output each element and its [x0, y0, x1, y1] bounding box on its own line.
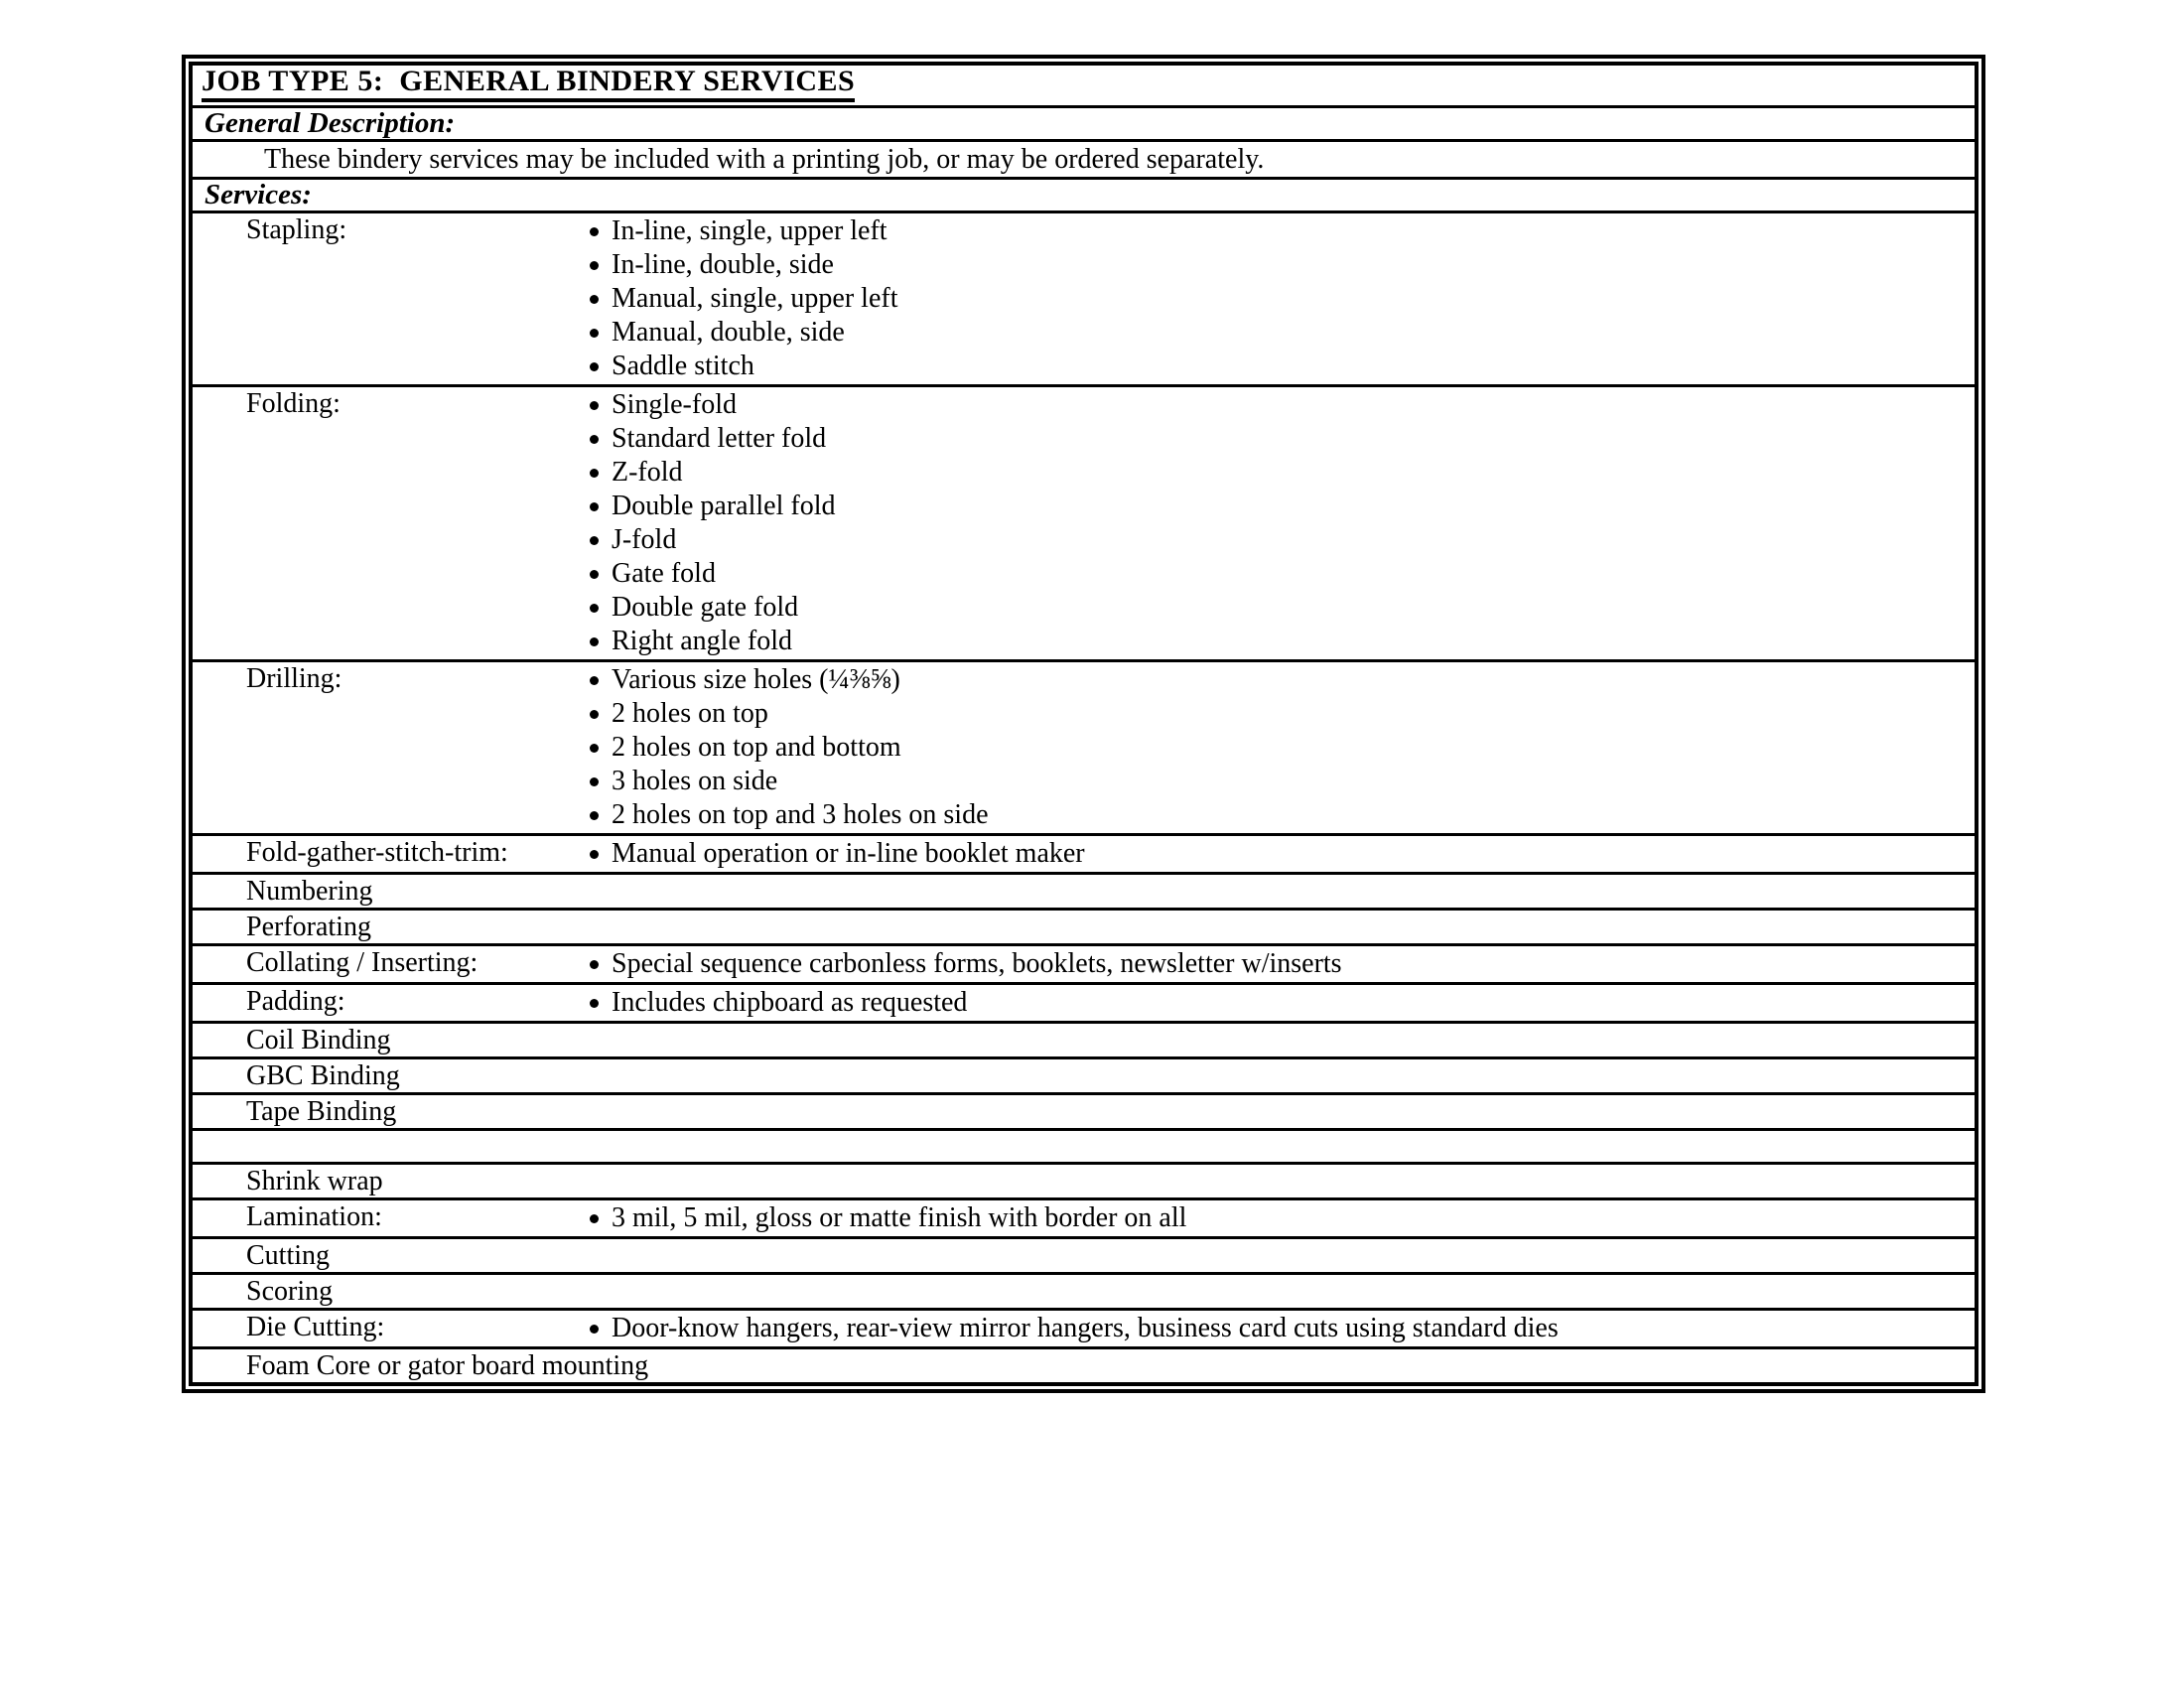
- list-item: [590, 663, 1975, 697]
- subheader-row: [193, 108, 1975, 142]
- list-item-text: 2 holes on top and 3 holes on side: [612, 799, 989, 830]
- list-item: [590, 1312, 1975, 1345]
- section-subheader: Services:: [205, 179, 312, 211]
- bullet-icon: [590, 227, 599, 236]
- list-item: [590, 697, 1975, 731]
- service-row: [193, 1239, 1975, 1275]
- subheader-row: [193, 180, 1975, 213]
- list-item: [590, 947, 1975, 981]
- service-row: [193, 985, 1975, 1024]
- service-label: Coil Binding: [246, 1025, 391, 1055]
- bindery-services-table: [182, 55, 1985, 1393]
- service-label: Perforating: [246, 912, 371, 942]
- list-item-text: Manual operation or in-line booklet maker: [612, 838, 1085, 869]
- service-label: Cutting: [246, 1240, 331, 1271]
- list-item: [590, 456, 1975, 490]
- list-item: [590, 350, 1975, 383]
- bullet-icon: [590, 469, 599, 478]
- list-item-text: Right angle fold: [612, 626, 792, 656]
- list-item-text: Manual, single, upper left: [612, 283, 898, 314]
- list-item: [590, 316, 1975, 350]
- bullet-icon: [590, 850, 599, 859]
- service-row: [193, 1059, 1975, 1095]
- service-row: [193, 1349, 1975, 1382]
- service-options-list: [590, 837, 1975, 871]
- bullet-icon: [590, 362, 599, 371]
- bullet-icon: [590, 604, 599, 613]
- service-row: [193, 1311, 1975, 1349]
- bullet-icon: [590, 777, 599, 786]
- list-item-text: Single-fold: [612, 389, 737, 420]
- service-row: [193, 875, 1975, 911]
- service-label: Folding:: [246, 388, 341, 419]
- bullet-icon: [590, 710, 599, 719]
- service-row: [193, 1024, 1975, 1059]
- list-item-text: In-line, double, side: [612, 249, 834, 280]
- bullet-icon: [590, 401, 599, 410]
- list-item: [590, 422, 1975, 456]
- service-options-list: [590, 663, 1975, 832]
- list-item-text: Double parallel fold: [612, 491, 836, 521]
- bullet-icon: [590, 1325, 599, 1334]
- list-item: [590, 591, 1975, 625]
- service-label: Shrink wrap: [246, 1166, 383, 1196]
- service-row: [193, 213, 1975, 387]
- list-item-text: Special sequence carbonless forms, booklets, newsletter w/inserts: [612, 948, 1342, 979]
- service-label: GBC Binding: [246, 1060, 400, 1091]
- bullet-icon: [590, 999, 599, 1008]
- list-item-text: Includes chipboard as requested: [612, 987, 968, 1018]
- service-label: Tape Binding: [246, 1096, 397, 1127]
- list-item: [590, 523, 1975, 557]
- bullet-icon: [590, 261, 599, 270]
- text-row: [193, 142, 1975, 180]
- bullet-icon: [590, 637, 599, 646]
- list-item: [590, 765, 1975, 798]
- service-label: Lamination:: [246, 1201, 382, 1232]
- bullet-icon: [590, 295, 599, 304]
- table-title: JOB TYPE 5: GENERAL BINDERY SERVICES: [202, 67, 855, 102]
- service-label: Foam Core or gator board mounting: [246, 1350, 649, 1381]
- bullet-icon: [590, 536, 599, 545]
- list-item: [590, 388, 1975, 422]
- list-item-text: Gate fold: [612, 558, 716, 589]
- bullet-icon: [590, 960, 599, 969]
- list-item: [590, 282, 1975, 316]
- service-label: Die Cutting:: [246, 1312, 385, 1342]
- list-item: [590, 731, 1975, 765]
- service-row: [193, 1275, 1975, 1311]
- service-options-list: [590, 986, 1975, 1020]
- service-row: [193, 1200, 1975, 1239]
- bullet-icon: [590, 811, 599, 820]
- list-item: [590, 625, 1975, 658]
- service-options-list: [590, 214, 1975, 383]
- service-options-list: [590, 388, 1975, 658]
- list-item-text: Manual, double, side: [612, 317, 845, 348]
- list-item: [590, 248, 1975, 282]
- section-subheader: General Description:: [205, 107, 456, 139]
- service-row: [193, 662, 1975, 836]
- list-item: [590, 837, 1975, 871]
- service-row: [193, 946, 1975, 985]
- bullet-icon: [590, 435, 599, 444]
- service-row: [193, 387, 1975, 662]
- bullet-icon: [590, 502, 599, 511]
- service-options-list: [590, 1312, 1975, 1345]
- list-item-text: Various size holes (¼⅜⅝): [612, 664, 900, 695]
- service-label: Collating / Inserting:: [246, 947, 478, 978]
- list-item: [590, 986, 1975, 1020]
- list-item: [590, 798, 1975, 832]
- service-label: Padding:: [246, 986, 345, 1017]
- list-item-text: 2 holes on top: [612, 698, 768, 729]
- service-options-list: [590, 947, 1975, 981]
- bullet-icon: [590, 570, 599, 579]
- title-row: [193, 66, 1975, 108]
- list-item-text: Door-know hangers, rear-view mirror hangers, business card cuts using standard dies: [612, 1313, 1559, 1343]
- service-label: Fold-gather-stitch-trim:: [246, 837, 508, 868]
- service-row: [193, 836, 1975, 875]
- list-item-text: 3 holes on side: [612, 766, 778, 796]
- list-item: [590, 214, 1975, 248]
- bullet-icon: [590, 1214, 599, 1223]
- list-item: [590, 1201, 1975, 1235]
- service-options-list: [590, 1201, 1975, 1235]
- list-item-text: J-fold: [612, 524, 677, 555]
- service-row: [193, 911, 1975, 946]
- service-row: [193, 1095, 1975, 1131]
- list-item-text: In-line, single, upper left: [612, 215, 887, 246]
- list-item-text: Standard letter fold: [612, 423, 827, 454]
- service-label: Drilling:: [246, 663, 342, 694]
- list-item: [590, 557, 1975, 591]
- list-item: [590, 490, 1975, 523]
- service-label: Stapling:: [246, 214, 347, 245]
- list-item-text: Z-fold: [612, 457, 683, 488]
- bullet-icon: [590, 744, 599, 753]
- service-row: [193, 1165, 1975, 1200]
- service-label: Scoring: [246, 1276, 334, 1307]
- description-text: These bindery services may be included with a printing job, or may be ordered separately.: [264, 144, 1265, 175]
- list-item-text: 2 holes on top and bottom: [612, 732, 901, 763]
- list-item-text: Saddle stitch: [612, 351, 754, 381]
- list-item-text: Double gate fold: [612, 592, 799, 623]
- bullet-icon: [590, 329, 599, 338]
- bullet-icon: [590, 676, 599, 685]
- list-item-text: 3 mil, 5 mil, gloss or matte finish with border on all: [612, 1202, 1187, 1233]
- empty-row: [193, 1131, 1975, 1165]
- service-label: Numbering: [246, 876, 373, 907]
